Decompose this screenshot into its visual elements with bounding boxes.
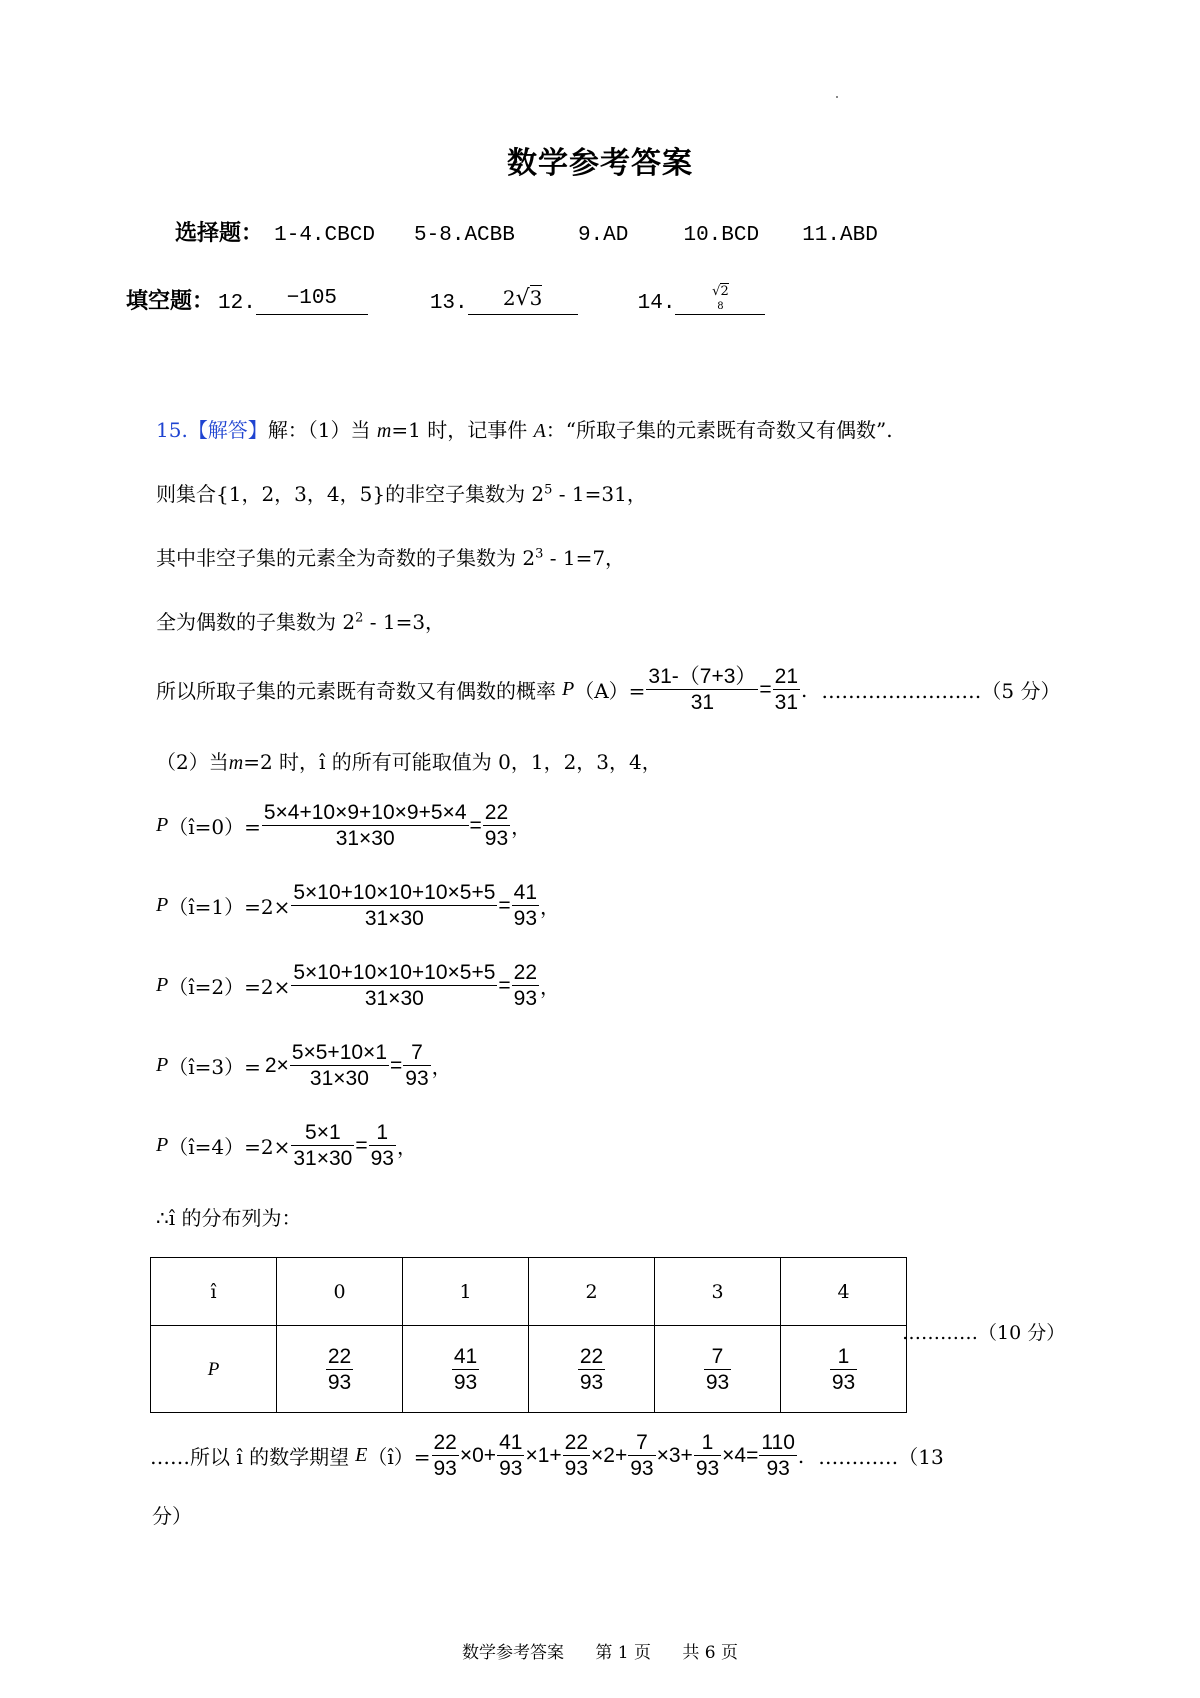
sqrt-icon: √ — [712, 284, 721, 299]
sqrt-icon: √ — [515, 286, 530, 311]
table-cell: P — [151, 1326, 277, 1413]
score-mark: ……………………（5 分） — [821, 679, 1061, 703]
fill-q14-radicand: 2 — [720, 284, 729, 299]
prob-row-1: P （î=1）=2× $\frac{5\times 10+10\times 10+10\times 5+5}{31\times 30}$ = $\frac{41}{93}$ ， — [156, 881, 561, 930]
choice-label: 选择题： — [175, 221, 264, 246]
score-mark: …………（10 分） — [902, 1322, 1066, 1344]
table-cell: 2 — [529, 1258, 655, 1326]
page-total: 共 6 页 — [682, 1643, 739, 1663]
fill-q14-number: 14. — [637, 292, 676, 315]
scan-dot — [836, 96, 838, 98]
q15-line-subsets: 则集合{1，2，3，4，5}的非空子集数为 $2^5 - 1=31$， — [156, 482, 647, 506]
score-mark-cont: 分） — [152, 1504, 192, 1528]
table-cell: $\frac{22}{93}$ — [277, 1326, 403, 1413]
page-title: 数学参考答案 — [507, 146, 693, 181]
table-cell: 3 — [655, 1258, 781, 1326]
table-cell: 4 — [781, 1258, 907, 1326]
table-cell: î — [151, 1258, 277, 1326]
table-cell: $\frac{41}{93}$ — [403, 1326, 529, 1413]
table-cell: 1 — [403, 1258, 529, 1326]
q15-number: 15. — [156, 418, 188, 442]
q15-line-even: 全为偶数的子集数为 $2^2 - 1=3$， — [156, 610, 446, 634]
table-row — [151, 1326, 907, 1413]
expectation-row: ……所以 î 的数学期望 E （î）= $\frac{22}{93}$ ×0+ $\frac{41}{93}$ ×1+ $\frac{22}{93}$ ×2+ $\frac{7}{93}$ ×3+ $\frac{1}{93}$ ×4= $\frac{110}{93}$ . …………（13 — [150, 1431, 944, 1480]
choice-answers-row — [175, 216, 878, 247]
q15-intro: 15.【解答】解：（1）当 m=1 时，记事件 A：“所取子集的元素既有奇数又有偶数”. — [156, 418, 893, 442]
fill-answers-row — [126, 280, 765, 315]
choice-item: 11.ABD — [802, 224, 878, 247]
prob-row-3: P （î=3）= 2× $\frac{5\times 5+10\times 1}{31\times 30}$ = $\frac{7}{93}$ ， — [156, 1041, 452, 1090]
fraction: $\frac{31-(7+3)}{31}$ — [648, 665, 757, 714]
distribution-title: ∴î 的分布列为： — [156, 1206, 302, 1230]
table-cell: $\frac{22}{93}$ — [529, 1326, 655, 1413]
q15-line-odd: 其中非空子集的元素全为奇数的子集数为 $2^3 - 1=7$， — [156, 546, 626, 570]
fill-q13-radicand: 3 — [529, 286, 543, 310]
choice-item: 9.AD — [577, 224, 629, 247]
table-cell: 0 — [277, 1258, 403, 1326]
score-mark: …………（13 — [818, 1445, 944, 1469]
fill-q14-denominator: 8 — [717, 301, 724, 312]
fill-q13-coef: 2 — [502, 286, 516, 310]
prob-row-0: P （î=0）= $\frac{5\times 4+10\times 9+10\times 9+5\times 4}{31\times 30}$ = $\frac{22}{93}$ ， — [156, 801, 532, 850]
q15-part2: （2）当m=2 时，î 的所有可能取值为 0，1，2，3，4， — [156, 750, 662, 774]
choice-item: 5-8.ACBB — [414, 224, 515, 247]
fill-q12-answer: −105 — [256, 284, 368, 315]
page-number: 第 1 页 — [595, 1643, 651, 1663]
table-row — [151, 1258, 907, 1326]
choice-item: 1-4.CBCD — [274, 224, 375, 247]
distribution-table — [150, 1257, 907, 1413]
choice-item: 10.BCD — [683, 224, 760, 247]
fill-label: 填空题： — [126, 289, 215, 314]
fill-q14-answer — [675, 280, 765, 315]
q15-prob-A: 所以所取子集的元素既有奇数又有偶数的概率 P （A）= $\frac{31-(7+3)}{31}$ = $\frac{21}{31}$ . ……………………（5 分） — [156, 665, 1061, 714]
fill-q12-number: 12. — [218, 292, 256, 315]
q15-tag: 【解答】 — [187, 418, 268, 442]
prob-row-2: P （î=2）=2× $\frac{5\times 10+10\times 10+10\times 5+5}{31\times 30}$ = $\frac{22}{93}$ ， — [156, 961, 561, 1010]
prob-row-4: P （î=4）=2× $\frac{5\times 1}{31\times 30}$ = $\frac{1}{93}$ ， — [156, 1121, 417, 1170]
table-cell: $\frac{7}{93}$ — [655, 1326, 781, 1413]
fill-q13-answer — [468, 283, 578, 315]
fill-q13-number: 13. — [429, 292, 468, 315]
page-footer: 数学参考答案 第 1 页 共 6 页 — [461, 1643, 739, 1663]
fraction: $\frac{21}{31}$ — [774, 665, 799, 714]
table-cell: $\frac{1}{93}$ — [781, 1326, 907, 1413]
